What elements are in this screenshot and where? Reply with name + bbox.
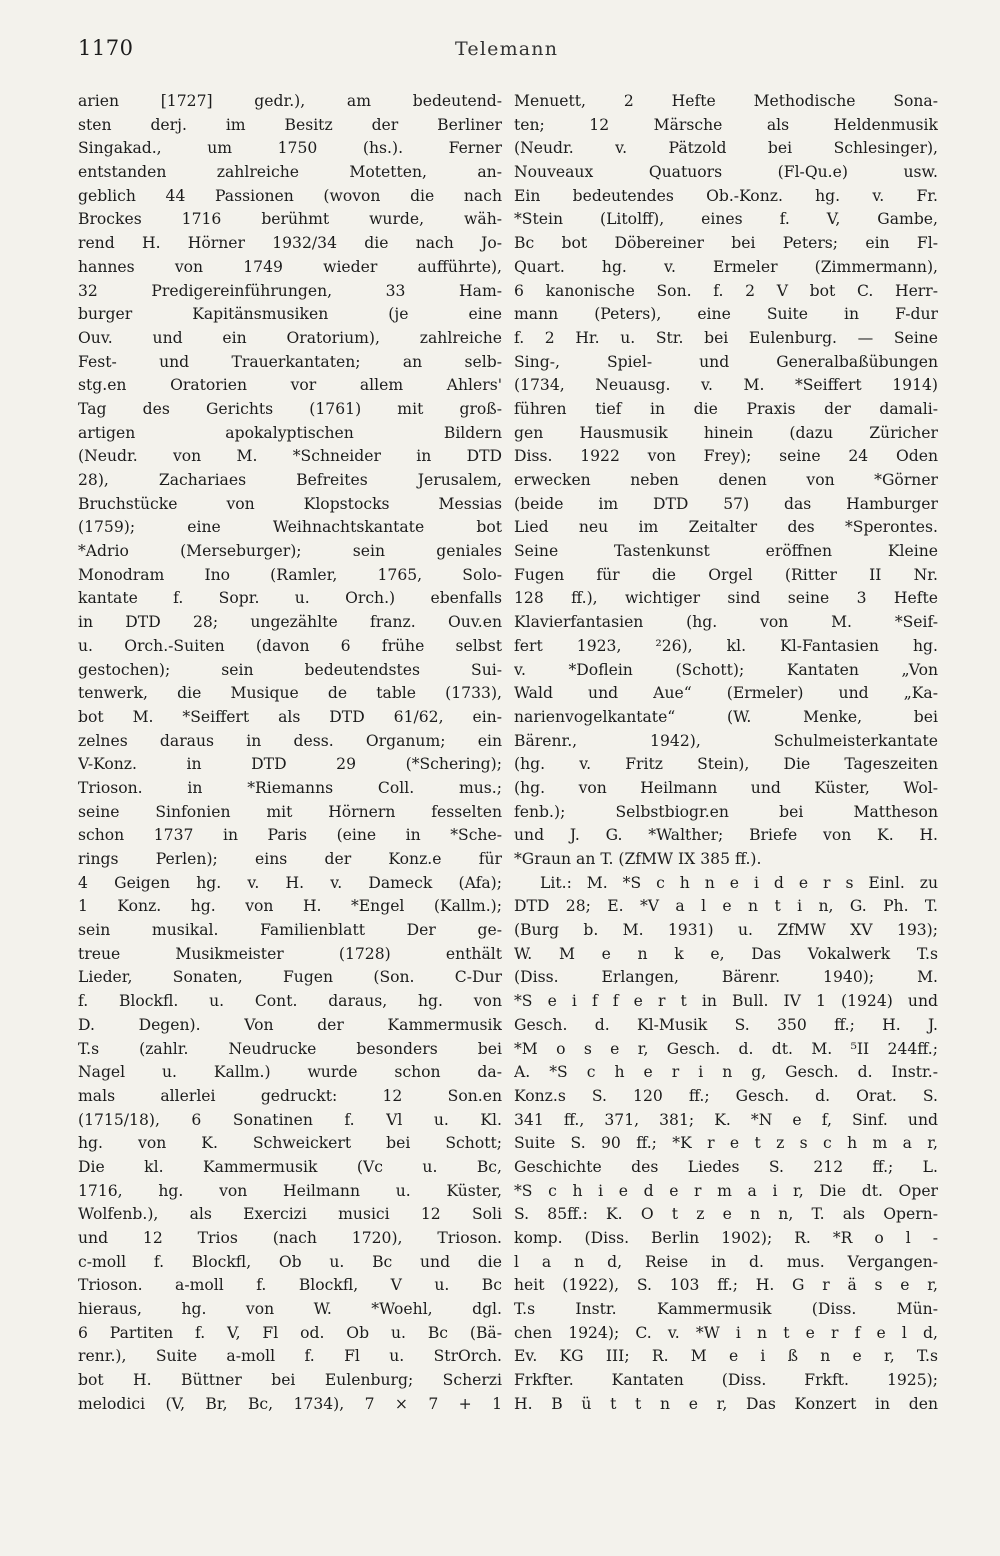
- text-line: v. *Doflein (Schott); Kantaten „Von: [514, 660, 938, 679]
- text-line: hannes von 1749 wieder aufführte),: [78, 257, 502, 276]
- text-line: narienvogelkantate“ (W. Menke, bei: [514, 707, 938, 726]
- text-line: Ein bedeutendes Ob.-Konz. hg. v. Fr.: [514, 186, 938, 205]
- text-line: führen tief in die Praxis der damali-: [514, 399, 938, 418]
- text-line: (hg. von Heilmann und Küster, Wol-: [514, 778, 938, 797]
- text-line: sein musikal. Familienblatt Der ge-: [78, 921, 502, 940]
- text-line: c-moll f. Blockfl, Ob u. Bc und die: [78, 1252, 502, 1271]
- text-line: Quart. hg. v. Ermeler (Zimmermann),: [514, 257, 938, 276]
- text-line: Diss. 1922 von Frey); seine 24 Oden: [514, 447, 938, 466]
- text-line: arien [1727] gedr.), am bedeutend-: [78, 92, 502, 110]
- text-line: sten derj. im Besitz der Berliner: [78, 115, 502, 134]
- text-line: *M o s e r, Gesch. d. dt. M. ⁵II 244ff.;: [514, 1039, 938, 1058]
- left-column: [78, 90, 502, 1417]
- text-line: treue Musikmeister (1728) enthält: [78, 944, 502, 963]
- text-line: Bruchstücke von Klopstocks Messias: [78, 494, 502, 513]
- text-line: Nagel u. Kallm.) wurde schon da-: [78, 1063, 502, 1082]
- text-line: entstanden zahlreiche Motetten, an-: [78, 163, 502, 182]
- page-header: [0, 28, 1000, 68]
- text-line: T.s (zahlr. Neudrucke besonders bei: [78, 1039, 502, 1058]
- text-line: hg. von K. Schweickert bei Schott;: [78, 1134, 502, 1153]
- text-line: und J. G. *Walther; Briefe von K. H.: [514, 826, 938, 845]
- text-line: burger Kapitänsmusiken (je eine: [78, 305, 502, 324]
- text-line: Frkfter. Kantaten (Diss. Frkft. 1925);: [514, 1371, 938, 1390]
- text-line: 28), Zachariaes Befreites Jerusalem,: [78, 471, 502, 489]
- text-line: Brockes 1716 berühmt wurde, wäh-: [78, 210, 502, 229]
- text-line: 1 Konz. hg. von H. *Engel (Kallm.);: [78, 897, 502, 916]
- text-line: Suite S. 90 ff.; *K r e t z s c h m a r,: [514, 1134, 938, 1153]
- text-line: 32 Predigereinführungen, 33 Ham-: [78, 281, 502, 300]
- text-line: rings Perlen); eins der Konz.e für: [78, 850, 502, 868]
- text-line: Seine Tastenkunst eröffnen Kleine: [514, 542, 938, 561]
- text-line: zelnes daraus in dess. Organum; ein: [78, 731, 502, 750]
- text-line: kantate f. Sopr. u. Orch.) ebenfalls: [78, 589, 502, 608]
- text-line: Singakad., um 1750 (hs.). Ferner: [78, 139, 502, 158]
- text-line: artigen apokalyptischen Bildern: [78, 423, 502, 442]
- text-line: Konz.s S. 120 ff.; Gesch. d. Orat. S.: [514, 1086, 938, 1105]
- text-line: erwecken neben denen von *Görner: [514, 471, 938, 489]
- text-line: Monodram Ino (Ramler, 1765, Solo-: [78, 565, 502, 584]
- text-line: Wolfenb.), als Exercizi musici 12 Soli: [78, 1205, 502, 1224]
- text-line: fert 1923, ²26), kl. Kl-Fantasien hg.: [514, 636, 938, 655]
- text-line: Nouveaux Quatuors (Fl-Qu.e) usw.: [514, 163, 938, 182]
- text-line: DTD 28; E. *V a l e n t i n, G. Ph. T.: [514, 897, 938, 916]
- text-line: bot M. *Seiffert als DTD 61/62, ein-: [78, 707, 502, 726]
- text-line: melodici (V, Br, Bc, 1734), 7 × 7 + 1: [78, 1394, 502, 1413]
- text-line: Bärenr., 1942), Schulmeisterkantate: [514, 731, 938, 750]
- text-line: *Graun an T. (ZfMW IX 385 ff.).: [514, 850, 762, 868]
- text-line: Menuett, 2 Hefte Methodische Sona-: [514, 92, 938, 110]
- text-line: S. 85ff.: K. O t z e n n, T. als Opern-: [514, 1205, 938, 1224]
- text-line: Die kl. Kammermusik (Vc u. Bc,: [78, 1157, 502, 1176]
- text-line: und 12 Trios (nach 1720), Trioson.: [78, 1229, 502, 1247]
- text-line: Trioson. in *Riemanns Coll. mus.;: [78, 778, 502, 797]
- text-line: rend H. Hörner 1932/34 die nach Jo-: [78, 234, 502, 253]
- text-line: 4 Geigen hg. v. H. v. Dameck (Afa);: [78, 873, 502, 892]
- text-line: ten; 12 Märsche als Heldenmusik: [514, 115, 938, 134]
- text-line: Geschichte des Liedes S. 212 ff.; L.: [514, 1157, 938, 1176]
- text-line: (Burg b. M. 1931) u. ZfMW XV 193);: [514, 921, 938, 940]
- text-line: tenwerk, die Musique de table (1733),: [78, 684, 502, 703]
- page-number: 1170: [78, 36, 134, 60]
- text-line: Fugen für die Orgel (Ritter II Nr.: [514, 565, 938, 584]
- text-line: Lit.: M. *S c h n e i d e r s Einl. zu: [540, 873, 938, 892]
- text-line: A. *S c h e r i n g, Gesch. d. Instr.-: [514, 1063, 938, 1082]
- text-line: (1715/18), 6 Sonatinen f. Vl u. Kl.: [78, 1110, 502, 1129]
- text-line: Sing-, Spiel- und Generalbaßübungen: [514, 352, 938, 371]
- text-line: Fest- und Trauerkantaten; an selb-: [78, 352, 502, 371]
- text-line: gen Hausmusik hinein (dazu Züricher: [514, 423, 938, 442]
- text-line: mann (Peters), eine Suite in F-dur: [514, 305, 938, 324]
- text-line: renr.), Suite a-moll f. Fl u. StrOrch.: [78, 1347, 502, 1366]
- text-line: mals allerlei gedruckt: 12 Son.en: [78, 1086, 502, 1105]
- text-line: (Neudr. v. Pätzold bei Schlesinger),: [514, 139, 938, 158]
- text-line: 6 Partiten f. V, Fl od. Ob u. Bc (Bä-: [78, 1323, 502, 1342]
- text-line: geblich 44 Passionen (wovon die nach: [78, 186, 502, 205]
- text-line: Trioson. a-moll f. Blockfl, V u. Bc: [78, 1276, 502, 1295]
- text-line: Lieder, Sonaten, Fugen (Son. C-Dur: [78, 968, 502, 987]
- text-line: Bc bot Döbereiner bei Peters; ein Fl-: [514, 234, 938, 253]
- text-line: (Diss. Erlangen, Bärenr. 1940); M.: [514, 968, 938, 987]
- text-line: 341 ff., 371, 381; K. *N e f, Sinf. und: [514, 1110, 938, 1129]
- text-line: (Neudr. von M. *Schneider in DTD: [78, 447, 502, 466]
- text-line: Gesch. d. Kl-Musik S. 350 ff.; H. J.: [514, 1015, 938, 1034]
- text-line: W. M e n k e, Das Vokalwerk T.s: [514, 944, 938, 963]
- text-line: u. Orch.-Suiten (davon 6 frühe selbst: [78, 636, 502, 655]
- text-line: Tag des Gerichts (1761) mit groß-: [78, 399, 502, 418]
- text-line: Wald und Aue“ (Ermeler) und „Ka-: [514, 684, 938, 703]
- text-line: *S e i f f e r t in Bull. IV 1 (1924) und: [514, 992, 938, 1011]
- text-line: f. Blockfl. u. Cont. daraus, hg. von: [78, 992, 502, 1011]
- text-line: stg.en Oratorien vor allem Ahlers': [78, 376, 502, 395]
- text-line: D. Degen). Von der Kammermusik: [78, 1015, 502, 1034]
- text-line: Ev. KG III; R. M e i ß n e r, T.s: [514, 1347, 938, 1366]
- running-head: Telemann: [455, 38, 559, 60]
- text-line: f. 2 Hr. u. Str. bei Eulenburg. — Seine: [514, 328, 938, 347]
- text-line: schon 1737 in Paris (eine in *Sche-: [78, 826, 502, 845]
- text-line: Klavierfantasien (hg. von M. *Seif-: [514, 613, 938, 632]
- text-line: V-Konz. in DTD 29 (*Schering);: [78, 755, 502, 774]
- text-line: 6 kanonische Son. f. 2 V bot C. Herr-: [514, 281, 938, 300]
- text-line: 128 ff.), wichtiger sind seine 3 Hefte: [514, 589, 938, 608]
- text-line: H. B ü t t n e r, Das Konzert in den: [514, 1394, 938, 1413]
- text-line: 1716, hg. von Heilmann u. Küster,: [78, 1181, 502, 1200]
- text-line: (1759); eine Weihnachtskantate bot: [78, 518, 502, 537]
- right-column: [514, 90, 938, 1417]
- text-line: heit (1922), S. 103 ff.; H. G r ä s e r,: [514, 1276, 938, 1295]
- text-line: komp. (Diss. Berlin 1902); R. *R o l -: [514, 1229, 938, 1247]
- text-line: *Adrio (Merseburger); sein geniales: [78, 542, 502, 561]
- text-line: l a n d, Reise in d. mus. Vergangen-: [514, 1252, 938, 1271]
- text-line: T.s Instr. Kammermusik (Diss. Mün-: [514, 1300, 938, 1319]
- text-line: gestochen); sein bedeutendstes Sui-: [78, 660, 502, 679]
- text-line: Lied neu im Zeitalter des *Sperontes.: [514, 518, 938, 537]
- text-line: seine Sinfonien mit Hörnern fesselten: [78, 802, 502, 821]
- text-line: bot H. Büttner bei Eulenburg; Scherzi: [78, 1371, 502, 1390]
- text-line: (hg. v. Fritz Stein), Die Tageszeiten: [514, 755, 938, 774]
- text-line: (beide im DTD 57) das Hamburger: [514, 494, 938, 513]
- text-line: chen 1924); C. v. *W i n t e r f e l d,: [514, 1323, 938, 1342]
- text-line: Ouv. und ein Oratorium), zahlreiche: [78, 328, 502, 347]
- text-line: in DTD 28; ungezählte franz. Ouv.en: [78, 613, 502, 632]
- text-line: hieraus, hg. von W. *Woehl, dgl.: [78, 1300, 502, 1319]
- text-line: *Stein (Litolff), eines f. V, Gambe,: [514, 210, 938, 229]
- text-line: (1734, Neuausg. v. M. *Seiffert 1914): [514, 376, 938, 395]
- text-line: *S c h i e d e r m a i r, Die dt. Oper: [514, 1181, 938, 1200]
- text-line: fenb.); Selbstbiogr.en bei Mattheson: [514, 802, 938, 821]
